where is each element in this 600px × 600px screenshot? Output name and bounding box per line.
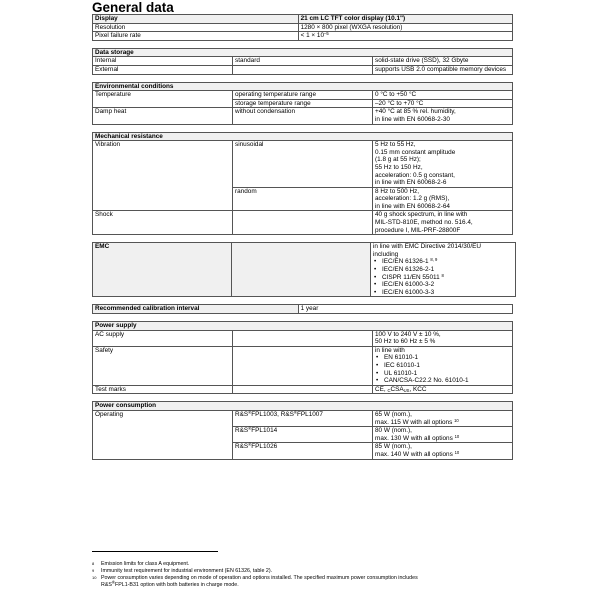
internal-value: solid-state drive (SSD), 32 Gbyte (373, 57, 513, 66)
power-supply-table (92, 321, 513, 394)
operating-temp-value: 0 °C to +50 °C (373, 91, 513, 100)
resolution-value: 1280 × 800 pixel (WXGA resolution) (298, 23, 512, 32)
calibration-value: 1 year (298, 305, 512, 314)
list-item: • UL 61010-1 (384, 370, 510, 378)
random-cond: random (233, 187, 373, 211)
safety-value: in line with • EN 61010-1 • IEC 61010-1 • UL 61010-1 • CAN/CSA-C22.2 No. 61010-1 (373, 346, 513, 385)
emc-value: in line with EMC Directive 2014/30/EU including • IEC/EN 61326-1 $^{8, 9}$ • IEC/EN 61326-2-1 • CISPR 11/EN 55011 $^8$ • IEC/EN 61000-3-2 • IEC/EN 61000-3-3 (371, 243, 516, 297)
footnote: 10 Power consumption varies depending on mode of operation and options installed. The specified maximum power consumption includes R&S®FPL1-B31 option with both batteries in charge mode. (92, 575, 418, 588)
random-value: 8 Hz to 500 Hz, acceleration: 1.2 g (RMS), in line with EN 60068-2-64 (373, 187, 513, 211)
operating-temp-cond: operating temperature range (233, 91, 373, 100)
footnotes (92, 561, 512, 589)
power-value: 85 W (nom.), max. 140 W with all options $^{10}$ (373, 443, 513, 459)
display-table (92, 14, 513, 41)
list-item: • IEC/EN 61000-3-3 (382, 289, 513, 297)
list-item: • CAN/CSA-C22.2 No. 61010-1 (384, 377, 510, 385)
safety-standards-list (375, 354, 510, 384)
list-item: • CISPR 11/EN 55011 $^8$ (382, 274, 513, 282)
power-value: 65 W (nom.), max. 115 W with all options $^{10}$ (373, 410, 513, 426)
shock-label: Shock (93, 211, 233, 235)
list-item: • IEC 61010-1 (384, 362, 510, 370)
page-title: General data (92, 0, 174, 15)
damp-heat-cond: without condensation (233, 108, 373, 124)
operating-label: Operating (93, 410, 233, 459)
list-item: • IEC/EN 61326-1 $^{8, 9}$ (382, 258, 513, 266)
external-cond (233, 65, 373, 74)
shock-value: 40 g shock spectrum, in line with MIL-STD-810E, method no. 516.4, procedure I, MIL-PRF-28800F (373, 211, 513, 235)
model-cell: R&S®FPL1026 (233, 443, 373, 459)
pixel-failure-base: < 1 × 10 (300, 32, 325, 40)
storage-temp-cond: storage temperature range (233, 99, 373, 108)
power-consumption-table (92, 401, 513, 459)
environmental-heading: Environmental conditions (93, 82, 513, 91)
resolution-label: Resolution (93, 23, 299, 32)
internal-label: Internal (93, 57, 233, 66)
environmental-table (92, 82, 513, 125)
calibration-heading: Recommended calibration interval (93, 305, 299, 314)
spec-document (92, 14, 513, 460)
mechanical-heading: Mechanical resistance (93, 132, 513, 141)
shock-cond (233, 211, 373, 235)
vibration-label: Vibration (93, 141, 233, 211)
pixel-failure-value (298, 32, 512, 41)
internal-cond: standard (233, 57, 373, 66)
temperature-label: Temperature (93, 91, 233, 108)
data-storage-table (92, 48, 513, 75)
display-heading: Display (93, 15, 299, 24)
external-label: External (93, 65, 233, 74)
calibration-table (92, 304, 513, 314)
test-marks-label: Test marks (93, 385, 233, 394)
model-cell: R&S®FPL1003, R&S®FPL1007 (233, 410, 373, 426)
pixel-failure-exponent: –5 (324, 31, 329, 37)
emc-standards-list (373, 258, 513, 296)
list-item: • IEC/EN 61000-3-2 (382, 281, 513, 289)
model-cell: R&S®FPL1014 (233, 427, 373, 443)
footnote-divider (92, 551, 218, 552)
list-item: • IEC/EN 61326-2-1 (382, 266, 513, 274)
test-marks-value: CE, $_CCSA_{US}$, KCC (373, 385, 513, 394)
power-supply-heading: Power supply (93, 322, 513, 331)
emc-table (92, 242, 516, 297)
pixel-failure-label: Pixel failure rate (93, 32, 299, 41)
footnote: 9 Immunity test requirement for industrial environment (EN 61326, table 2). (92, 568, 273, 574)
footnote: 8 Emission limits for class A equipment. (92, 561, 190, 567)
external-value: supports USB 2.0 compatible memory devices (373, 65, 513, 74)
ac-supply-label: AC supply (93, 330, 233, 346)
power-consumption-heading: Power consumption (93, 402, 513, 411)
ac-supply-value: 100 V to 240 V ± 10 %, 50 Hz to 60 Hz ± 5 % (373, 330, 513, 346)
sinusoidal-cond: sinusoidal (233, 141, 373, 188)
safety-label: Safety (93, 346, 233, 385)
power-value: 80 W (nom.), max. 130 W with all options $^{10}$ (373, 427, 513, 443)
sinusoidal-value: 5 Hz to 55 Hz, 0.15 mm constant amplitude (1.8 g at 55 Hz); 55 Hz to 150 Hz, acceleration: 0.5 g constant, in line with EN 60068-2-6 (373, 141, 513, 188)
damp-heat-value: +40 °C at 85 % rel. humidity, in line with EN 60068-2-30 (373, 108, 513, 124)
display-heading-value: 21 cm LC TFT color display (10.1") (298, 15, 512, 24)
emc-heading: EMC (93, 243, 232, 297)
mechanical-table (92, 132, 513, 236)
data-storage-heading: Data storage (93, 48, 513, 57)
storage-temp-value: –20 °C to +70 °C (373, 99, 513, 108)
damp-heat-label: Damp heat (93, 108, 233, 124)
list-item: • EN 61010-1 (384, 354, 510, 362)
